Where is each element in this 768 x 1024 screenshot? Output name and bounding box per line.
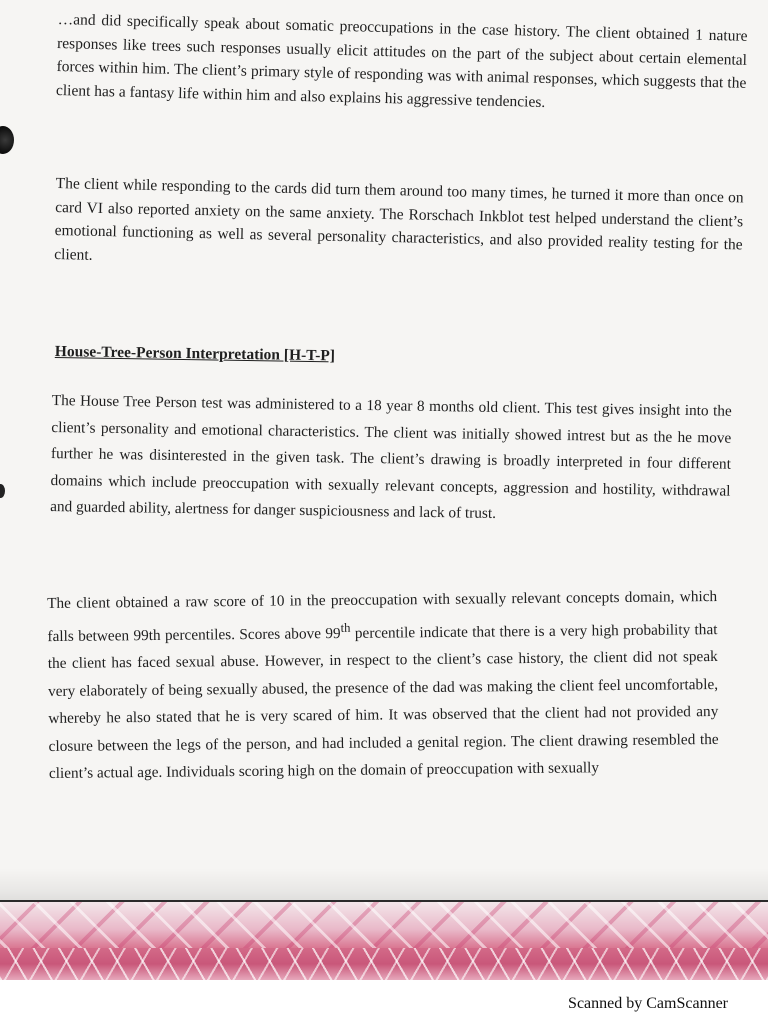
paragraph-htp-administration: The House Tree Person test was administered to a 18 year 8 months old client. This test gives insight into the client’s personality and emotional characteristics. The client was initially showed intrest but as the he move further he was disinterested in the given task. The client’s drawing is broadly interpreted in four different domains which include preoccupation with sexually relevant concepts, aggression and hostility, withdrawal and guarded ability, alertness for danger suspiciousness and lack of trust. bbox=[50, 391, 732, 522]
raw-score-text-start: The client obtained a raw score of 10 in the preoccupation with sexually relevant concepts domain, which falls between 99th percentiles. Scores above 99 bbox=[47, 587, 718, 645]
scanner-watermark: Scanned by CamScanner bbox=[568, 995, 728, 1012]
section-heading-htp: House-Tree-Person Interpretation [H-T-P] bbox=[54, 343, 336, 365]
percentile-superscript: th bbox=[340, 620, 351, 635]
raw-score-text-end: percentile indicate that there is a very high probability that the client has faced sexual abuse. However, in respect to the client’s case history, the client did not speak very elaborately of being sexually abused, the presence of the dad was making the client feel uncomfortable, whereby he also stated that he is very scared of him. It was observed that the client had not provided any closure between the legs of the person, and had included a genital region. The client drawing resembled the client’s actual age. Individuals scoring high on the domain of preoccupation with sexually bbox=[47, 620, 719, 783]
background-fabric-band bbox=[0, 948, 768, 980]
paragraph-somatic-preoccupations: …and did specifically speak about somatic preoccupations in the case history. The client obtained 1 nature responses like trees such responses usually elicit attitudes on the part of the subject about certain elemental forces within him. The client’s primary style of responding was with animal responses, which suggests that the client has a fantasy life within him and also explains his aggressive tendencies. bbox=[55, 10, 748, 111]
paragraph-card-responses: The client while responding to the cards did turn them around too many times, he turned it more than once on card VI also reported anxiety on the same anxiety. The Rorschach Inkblot test helped understand the client’s emotional functioning as well as several personality characteristics, and also provided reality testing for the client. bbox=[54, 174, 744, 264]
paragraph-htp-raw-score bbox=[47, 583, 719, 788]
page-bottom-shadow bbox=[0, 868, 768, 902]
